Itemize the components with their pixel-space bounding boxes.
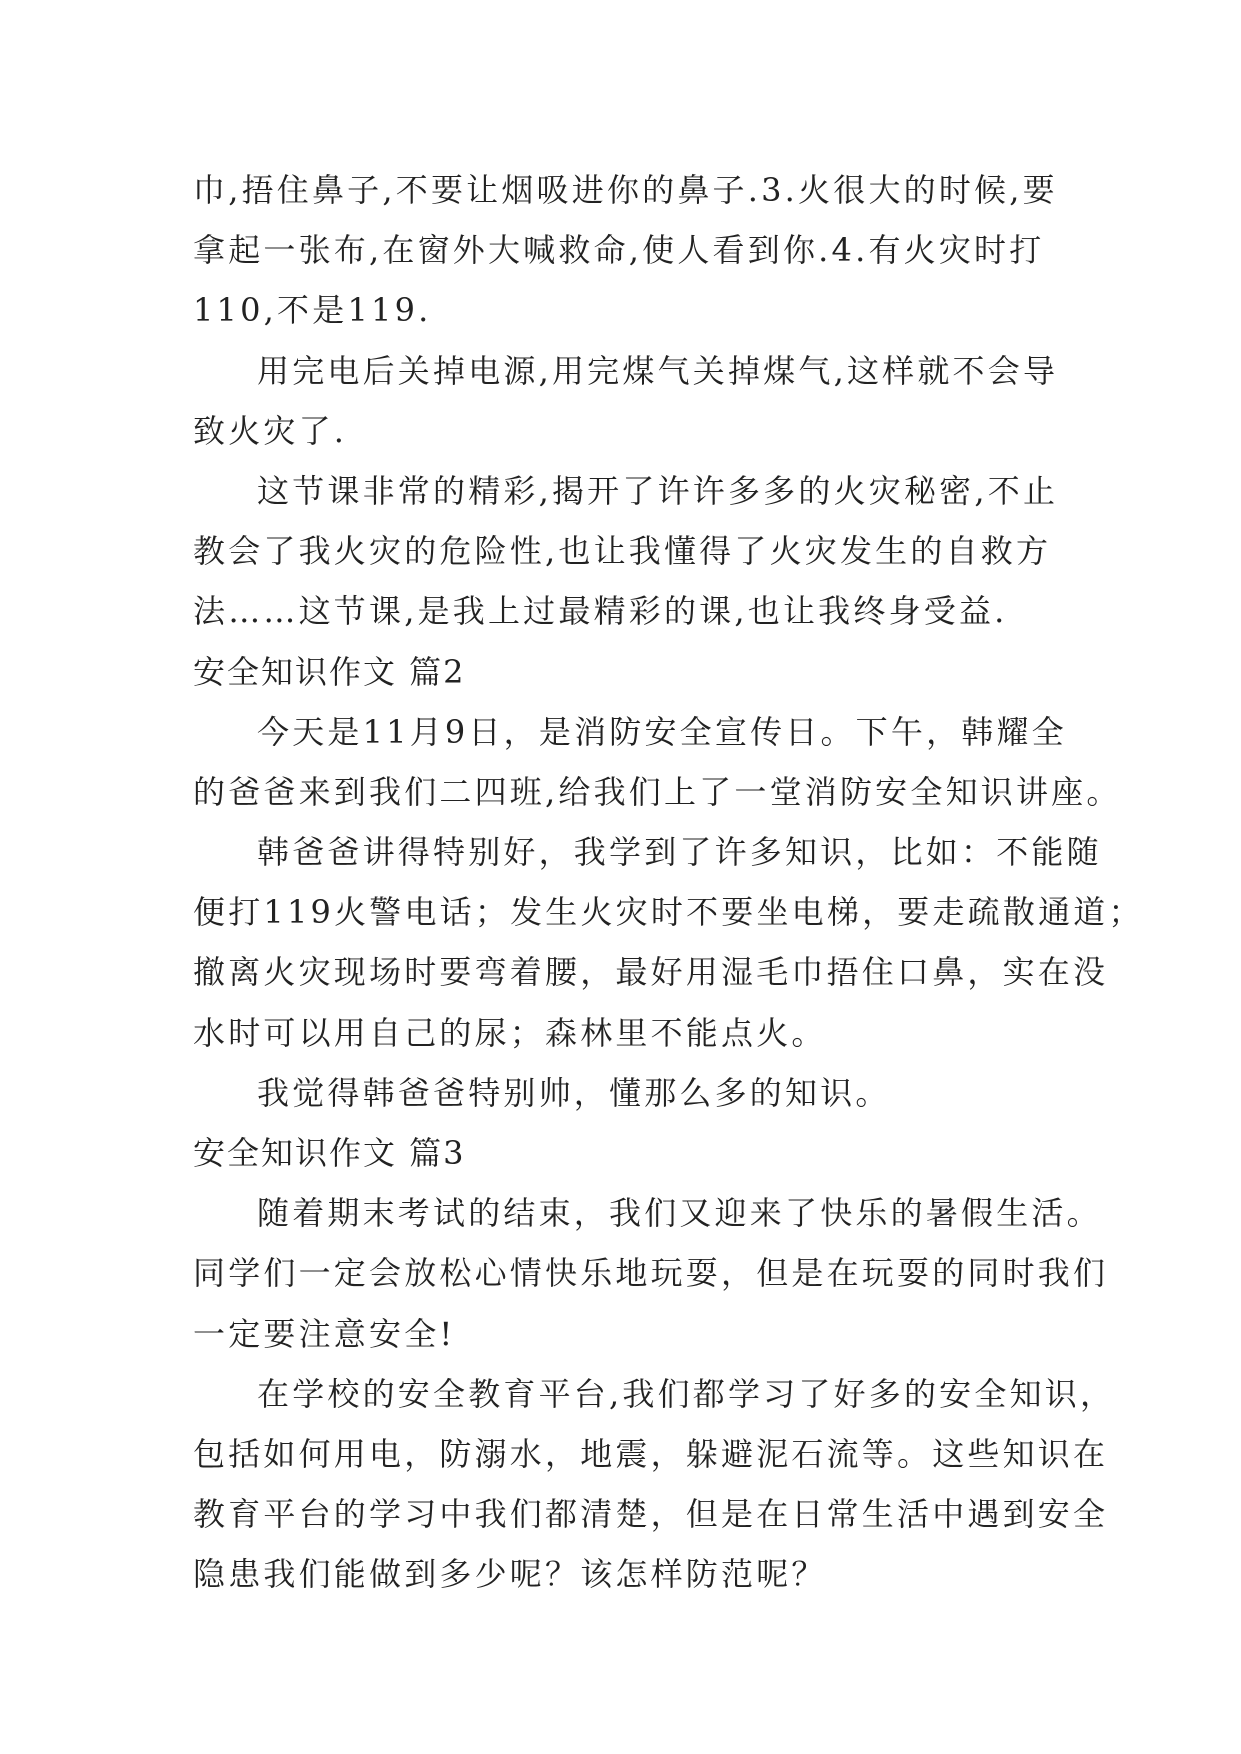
paragraph-safety-platform <box>193 1364 1116 1605</box>
text-line: 的爸爸来到我们二四班,给我们上了一堂消防安全知识讲座。 <box>193 772 1122 811</box>
text-line: 隐患我们能做到多少呢？该怎样防范呢？ <box>193 1555 827 1594</box>
paragraph-conclusion <box>193 1063 1053 1123</box>
text-line: 一定要注意安全! <box>193 1314 456 1353</box>
text-line: 巾,捂住鼻子,不要让烟吸进你的鼻子.3.火很大的时候,要 <box>193 171 1058 209</box>
text-line: 用完电后关掉电源,用完煤气关掉煤气,这样就不会导 <box>257 351 1059 390</box>
text-line: 110,不是119. <box>193 291 432 330</box>
text-line: 同学们一定会放松心情快乐地玩耍，但是在玩耍的同时我们 <box>193 1254 1109 1293</box>
text-line: 教育平台的学习中我们都清楚，但是在日常生活中遇到安全 <box>193 1495 1109 1534</box>
paragraph-knowledge-learned <box>193 822 1144 1063</box>
text-line: 水时可以用自己的尿；森林里不能点火。 <box>193 1013 827 1052</box>
text-line: 今天是11月9日，是消防安全宣传日。下午，韩耀全 <box>257 712 1067 751</box>
text-line: 这节课非常的精彩,揭开了许许多多的火灾秘密,不止 <box>257 471 1059 510</box>
paragraph-fire-day <box>193 702 1122 822</box>
document-page <box>193 160 1144 1605</box>
paragraph-power-gas <box>193 341 1059 461</box>
text-line: 撤离火灾现场时要弯着腰，最好用湿毛巾捂住口鼻，实在没 <box>193 953 1109 992</box>
text-line: 教会了我火灾的危险性,也让我懂得了火灾发生的自救方 <box>193 532 1052 571</box>
paragraph-lesson-summary <box>193 461 1059 642</box>
text-line: 在学校的安全教育平台,我们都学习了好多的安全知识， <box>257 1374 1116 1413</box>
paragraph-fire-safety-tips <box>193 160 1058 341</box>
text-line: 包括如何用电，防溺水，地震，躲避泥石流等。这些知识在 <box>193 1434 1109 1473</box>
section-heading-3: 安全知识作文 篇3 <box>193 1134 466 1172</box>
section-heading-2: 安全知识作文 篇2 <box>193 652 466 691</box>
text-line: 致火灾了. <box>193 411 348 450</box>
text-line: 拿起一张布,在窗外大喊救命,使人看到你.4.有火灾时打 <box>193 231 1045 270</box>
text-line: 便打119火警电话；发生火灾时不要坐电梯，要走疏散通道； <box>193 893 1144 932</box>
text-line: 我觉得韩爸爸特别帅，懂那么多的知识。 <box>257 1073 891 1112</box>
text-line: 随着期末考试的结束，我们又迎来了快乐的暑假生活。 <box>257 1194 1102 1233</box>
paragraph-summer-vacation <box>193 1183 1109 1364</box>
text-line: 韩爸爸讲得特别好，我学到了许多知识，比如：不能随 <box>257 833 1102 872</box>
text-line: 法……这节课,是我上过最精彩的课,也让我终身受益. <box>193 592 1008 631</box>
